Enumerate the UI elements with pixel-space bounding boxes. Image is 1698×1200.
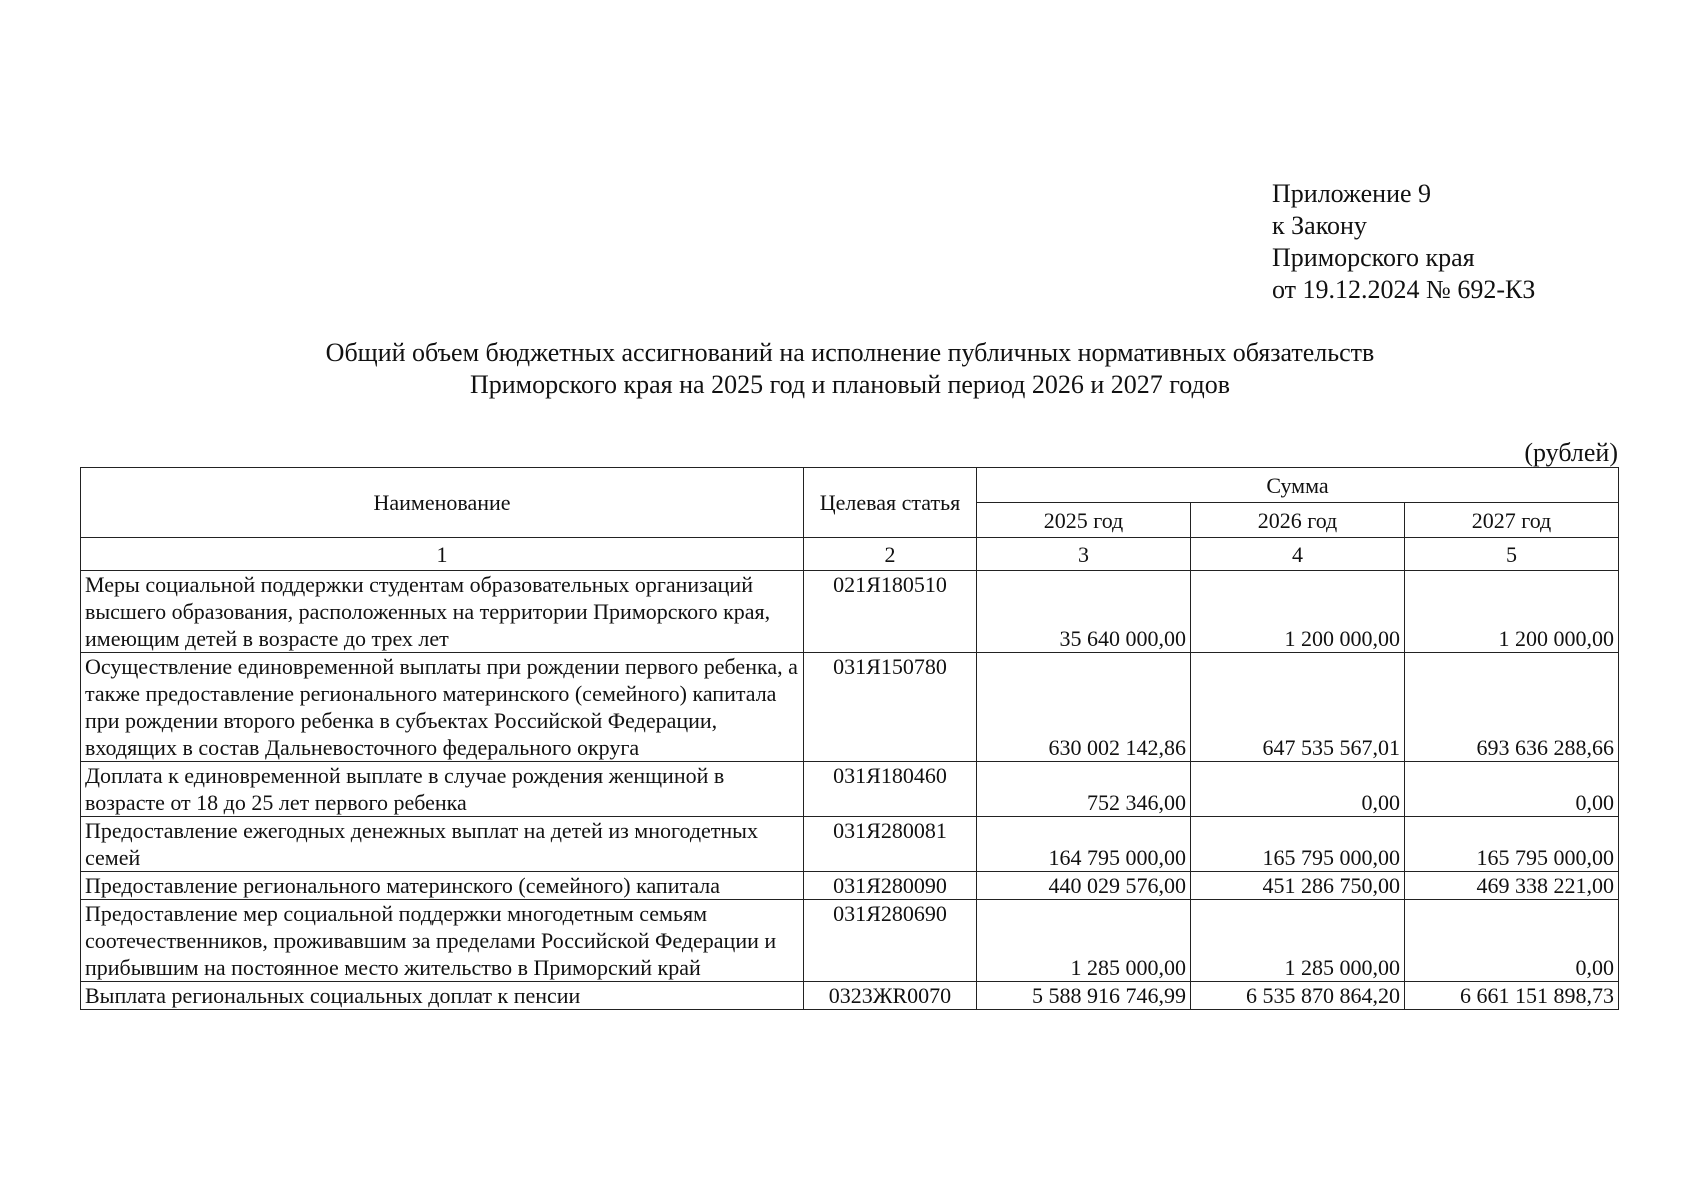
document-title-line-2: Приморского края на 2025 год и плановый период 2026 и 2027 годов bbox=[469, 370, 1231, 399]
column-number: 5 bbox=[1405, 538, 1619, 571]
row-code: 031Я280090 bbox=[804, 872, 977, 900]
row-amount-2026: 647 535 567,01 bbox=[1191, 653, 1405, 762]
row-amount-2027: 0,00 bbox=[1405, 900, 1619, 982]
row-name: Предоставление ежегодных денежных выплат на детей из многодетных семей bbox=[81, 817, 804, 872]
column-number: 1 bbox=[81, 538, 804, 571]
units-label: (рублей) bbox=[1524, 438, 1618, 467]
row-amount-2025: 1 285 000,00 bbox=[977, 900, 1191, 982]
table-row bbox=[81, 571, 1619, 653]
appendix-line-4: от 19.12.2024 № 692-КЗ bbox=[1272, 275, 1536, 304]
appendix-line-1: Приложение 9 bbox=[1272, 179, 1432, 208]
header-sum: Сумма bbox=[977, 468, 1619, 503]
row-name: Предоставление мер социальной поддержки многодетным семьям соотечественников, проживавшим за пределами Российской Федерации и прибывшим на постоянное место жительство в Приморский край bbox=[81, 900, 804, 982]
row-amount-2025: 630 002 142,86 bbox=[977, 653, 1191, 762]
row-amount-2025: 164 795 000,00 bbox=[977, 817, 1191, 872]
header-name: Наименование bbox=[81, 468, 804, 538]
row-amount-2025: 5 588 916 746,99 bbox=[977, 982, 1191, 1010]
row-name: Выплата региональных социальных доплат к пенсии bbox=[81, 982, 804, 1010]
column-number: 3 bbox=[977, 538, 1191, 571]
row-amount-2026: 1 285 000,00 bbox=[1191, 900, 1405, 982]
row-amount-2026: 6 535 870 864,20 bbox=[1191, 982, 1405, 1010]
table-row bbox=[81, 762, 1619, 817]
row-amount-2025: 752 346,00 bbox=[977, 762, 1191, 817]
row-amount-2026: 0,00 bbox=[1191, 762, 1405, 817]
row-code: 031Я280690 bbox=[804, 900, 977, 982]
table-row bbox=[81, 900, 1619, 982]
row-code: 031Я150780 bbox=[804, 653, 977, 762]
header-year-2027: 2027 год bbox=[1405, 503, 1619, 538]
row-name: Меры социальной поддержки студентам образовательных организаций высшего образования, расположенных на территории Приморского края, имеющим детей в возрасте до трех лет bbox=[81, 571, 804, 653]
table-row bbox=[81, 982, 1619, 1010]
table-row bbox=[81, 872, 1619, 900]
row-amount-2026: 165 795 000,00 bbox=[1191, 817, 1405, 872]
row-amount-2025: 35 640 000,00 bbox=[977, 571, 1191, 653]
row-amount-2027: 6 661 151 898,73 bbox=[1405, 982, 1619, 1010]
row-code: 031Я280081 bbox=[804, 817, 977, 872]
row-code: 021Я180510 bbox=[804, 571, 977, 653]
column-number: 4 bbox=[1191, 538, 1405, 571]
row-amount-2027: 0,00 bbox=[1405, 762, 1619, 817]
row-name: Доплата к единовременной выплате в случае рождения женщиной в возрасте от 18 до 25 лет первого ребенка bbox=[81, 762, 804, 817]
column-number-row bbox=[81, 538, 1619, 571]
row-amount-2025: 440 029 576,00 bbox=[977, 872, 1191, 900]
appendix-line-2: к Закону bbox=[1272, 211, 1367, 240]
header-year-2025: 2025 год bbox=[977, 503, 1191, 538]
document-title-line-1: Общий объем бюджетных ассигнований на исполнение публичных нормативных обязательств bbox=[325, 338, 1375, 367]
header-code: Целевая статья bbox=[804, 468, 977, 538]
table-row bbox=[81, 653, 1619, 762]
document-title bbox=[80, 337, 1620, 401]
row-amount-2027: 469 338 221,00 bbox=[1405, 872, 1619, 900]
row-amount-2026: 451 286 750,00 bbox=[1191, 872, 1405, 900]
row-code: 031Я180460 bbox=[804, 762, 977, 817]
row-name: Осуществление единовременной выплаты при рождении первого ребенка, а также предоставление регионального материнского (семейного) капитала при рождении второго ребенка в субъектах Российской Федерации, входящих в состав Дальневосточного федерального округа bbox=[81, 653, 804, 762]
table-row bbox=[81, 817, 1619, 872]
row-amount-2026: 1 200 000,00 bbox=[1191, 571, 1405, 653]
appendix-line-3: Приморского края bbox=[1272, 243, 1475, 272]
budget-table bbox=[80, 467, 1619, 1010]
header-year-2026: 2026 год bbox=[1191, 503, 1405, 538]
row-amount-2027: 693 636 288,66 bbox=[1405, 653, 1619, 762]
row-code: 0323ЖR0070 bbox=[804, 982, 977, 1010]
column-number: 2 bbox=[804, 538, 977, 571]
row-amount-2027: 165 795 000,00 bbox=[1405, 817, 1619, 872]
table-header-row bbox=[81, 468, 1619, 503]
appendix-block bbox=[1272, 178, 1535, 306]
row-amount-2027: 1 200 000,00 bbox=[1405, 571, 1619, 653]
row-name: Предоставление регионального материнского (семейного) капитала bbox=[81, 872, 804, 900]
